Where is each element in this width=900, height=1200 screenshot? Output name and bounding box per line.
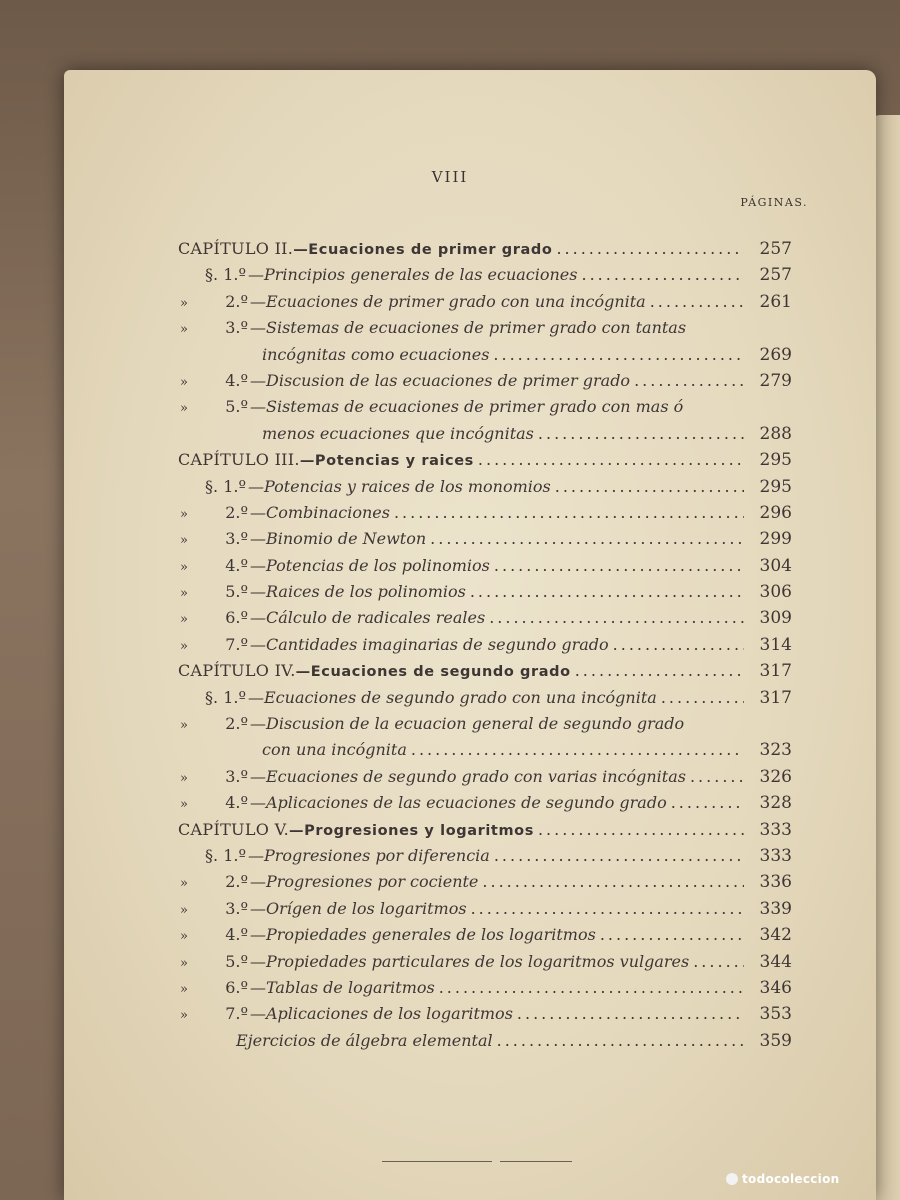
section-title: —Discusion de la ecuacion general de segundo grado bbox=[250, 714, 685, 734]
entry-title: Ejercicios de álgebra elemental bbox=[236, 1030, 493, 1050]
toc-section-line bbox=[178, 790, 792, 816]
ditto-mark: » bbox=[180, 506, 188, 522]
section-title: —Orígen de los logaritmos bbox=[250, 898, 467, 918]
ditto-mark: » bbox=[180, 533, 188, 549]
ditto-mark: » bbox=[180, 586, 188, 602]
section-title: —Raices de los polinomios bbox=[250, 582, 466, 602]
end-rule-right bbox=[500, 1161, 572, 1162]
toc-section-line bbox=[178, 632, 792, 658]
entry-title: con una incógnita bbox=[262, 740, 407, 760]
leader-dots bbox=[517, 1001, 744, 1027]
leader-dots bbox=[661, 685, 744, 711]
chapter-label: CAPÍTULO IV. bbox=[178, 661, 296, 681]
section-number: 5.º bbox=[225, 397, 248, 417]
section-number: 7.º bbox=[225, 1004, 248, 1024]
ditto-mark: » bbox=[180, 612, 188, 628]
section-title: —Progresiones por cociente bbox=[250, 872, 479, 892]
section-title: —Progresiones por diferencia bbox=[248, 845, 490, 865]
toc-section-line bbox=[178, 289, 792, 315]
section-title: —Potencias de los polinomios bbox=[250, 555, 490, 575]
leader-dots bbox=[394, 500, 744, 526]
leader-dots bbox=[470, 579, 744, 605]
leader-dots bbox=[555, 474, 744, 500]
leader-dots bbox=[613, 632, 744, 658]
watermark-logo-icon bbox=[726, 1173, 738, 1185]
section-number: 4.º bbox=[225, 793, 248, 813]
leader-dots bbox=[538, 817, 744, 843]
leader-dots bbox=[494, 553, 744, 579]
section-number: 5.º bbox=[225, 951, 248, 971]
section-title: —Tablas de logaritmos bbox=[250, 977, 435, 997]
ditto-mark: » bbox=[180, 1008, 188, 1024]
ditto-mark: » bbox=[180, 638, 188, 654]
ditto-mark: » bbox=[180, 876, 188, 892]
section-number: 2.º bbox=[225, 291, 248, 311]
page-number: 299 bbox=[759, 529, 792, 550]
section-number: 3.º bbox=[225, 766, 248, 786]
section-number: 6.º bbox=[225, 608, 248, 628]
leader-dots bbox=[493, 342, 744, 368]
ditto-mark: » bbox=[180, 797, 188, 813]
section-number: §. 1.º bbox=[205, 265, 246, 285]
section-title: —Sistemas de ecuaciones de primer grado con tantas bbox=[250, 318, 687, 338]
chapter-label: CAPÍTULO III. bbox=[178, 450, 300, 470]
leader-dots bbox=[690, 764, 744, 790]
section-title: —Aplicaciones de los logaritmos bbox=[250, 1004, 513, 1024]
leader-dots bbox=[497, 1028, 744, 1054]
ditto-mark: » bbox=[180, 929, 188, 945]
section-number: 3.º bbox=[225, 318, 248, 338]
section-number: 2.º bbox=[225, 872, 248, 892]
page-number: 317 bbox=[759, 661, 792, 682]
page-number: 326 bbox=[759, 766, 792, 787]
ditto-mark: » bbox=[180, 374, 188, 390]
table-of-contents bbox=[178, 236, 792, 1054]
ditto-mark: » bbox=[180, 295, 188, 311]
entry-title: incógnitas como ecuaciones bbox=[262, 344, 490, 364]
section-title: —Aplicaciones de las ecuaciones de segundo grado bbox=[250, 793, 667, 813]
section-title: —Sistemas de ecuaciones de primer grado con mas ó bbox=[250, 397, 684, 417]
toc-continuation-line bbox=[178, 342, 792, 368]
ditto-mark: » bbox=[180, 770, 188, 786]
page-number: 342 bbox=[759, 925, 792, 946]
page-number: 333 bbox=[759, 819, 792, 840]
chapter-title: —Ecuaciones de segundo grado bbox=[295, 664, 571, 681]
section-title: —Ecuaciones de segundo grado con varias incógnitas bbox=[250, 766, 686, 786]
section-title: —Discusion de las ecuaciones de primer grado bbox=[250, 370, 631, 390]
leader-dots bbox=[411, 737, 744, 763]
toc-section-line bbox=[178, 1001, 792, 1027]
toc-section-line bbox=[178, 949, 792, 975]
toc-section-line bbox=[178, 843, 792, 869]
section-title: —Propiedades particulares de los logaritmos vulgares bbox=[250, 951, 690, 971]
leader-dots bbox=[538, 421, 744, 447]
section-title: —Binomio de Newton bbox=[250, 529, 427, 549]
page-number: 323 bbox=[759, 740, 792, 761]
toc-chapter-line bbox=[178, 658, 792, 684]
toc-section-line bbox=[178, 500, 792, 526]
toc-section-line bbox=[178, 685, 792, 711]
section-number: 2.º bbox=[225, 714, 248, 734]
ditto-mark: » bbox=[180, 559, 188, 575]
section-title: —Cálculo de radicales reales bbox=[250, 608, 486, 628]
toc-continuation-line bbox=[178, 1028, 792, 1054]
page-number: 339 bbox=[759, 898, 792, 919]
section-title: —Principios generales de las ecuaciones bbox=[248, 265, 578, 285]
section-number: §. 1.º bbox=[205, 476, 246, 496]
ditto-mark: » bbox=[180, 902, 188, 918]
pages-column-header: PÁGINAS. bbox=[740, 196, 808, 209]
section-number: 3.º bbox=[225, 529, 248, 549]
page-number: 353 bbox=[759, 1004, 792, 1025]
ditto-mark: » bbox=[180, 401, 188, 417]
toc-section-line bbox=[178, 764, 792, 790]
leader-dots bbox=[634, 368, 744, 394]
toc-section-line bbox=[178, 474, 792, 500]
toc-continuation-line bbox=[178, 421, 792, 447]
page-number: 279 bbox=[759, 370, 792, 391]
toc-section-line bbox=[178, 869, 792, 895]
toc-section-line bbox=[178, 975, 792, 1001]
watermark-text: todocoleccion bbox=[742, 1172, 840, 1186]
ditto-mark: » bbox=[180, 981, 188, 997]
end-rule-left bbox=[382, 1161, 492, 1162]
section-number: 6.º bbox=[225, 977, 248, 997]
toc-section-line bbox=[178, 711, 792, 737]
toc-chapter-line bbox=[178, 447, 792, 473]
section-number: 3.º bbox=[225, 898, 248, 918]
leader-dots bbox=[671, 790, 744, 816]
section-title: —Cantidades imaginarias de segundo grado bbox=[250, 634, 609, 654]
toc-section-line bbox=[178, 394, 792, 420]
toc-section-line bbox=[178, 315, 792, 341]
page-number: 314 bbox=[759, 634, 792, 655]
leader-dots bbox=[430, 526, 744, 552]
leader-dots bbox=[489, 605, 744, 631]
leader-dots bbox=[439, 975, 744, 1001]
page-number: 257 bbox=[759, 265, 792, 286]
page-number: 333 bbox=[759, 845, 792, 866]
page-number: 296 bbox=[759, 502, 792, 523]
ditto-mark: » bbox=[180, 955, 188, 971]
leader-dots bbox=[693, 949, 744, 975]
chapter-label: CAPÍTULO II. bbox=[178, 239, 294, 258]
toc-section-line bbox=[178, 262, 792, 288]
page-number: 336 bbox=[759, 872, 792, 893]
section-title: —Propiedades generales de los logaritmos bbox=[250, 925, 596, 945]
page-number: 344 bbox=[759, 951, 792, 972]
page-number: 309 bbox=[759, 608, 792, 629]
folio-number: VIII bbox=[431, 168, 469, 186]
leader-dots bbox=[556, 236, 744, 262]
section-title: —Combinaciones bbox=[250, 502, 390, 522]
section-number: 5.º bbox=[225, 582, 248, 602]
page-number: 257 bbox=[759, 239, 792, 259]
section-number: 4.º bbox=[225, 370, 248, 390]
toc-section-line bbox=[178, 605, 792, 631]
page-number: 288 bbox=[759, 423, 792, 444]
leader-dots bbox=[575, 658, 744, 684]
section-number: 7.º bbox=[225, 634, 248, 654]
leader-dots bbox=[494, 843, 744, 869]
section-title: —Potencias y raices de los monomios bbox=[248, 476, 551, 496]
section-number: §. 1.º bbox=[205, 687, 246, 707]
ditto-mark: » bbox=[180, 718, 188, 734]
leader-dots bbox=[650, 289, 744, 315]
page-number: 359 bbox=[759, 1030, 792, 1051]
toc-chapter-line bbox=[178, 236, 792, 262]
section-title: —Ecuaciones de primer grado con una incógnita bbox=[250, 291, 646, 311]
toc-section-line bbox=[178, 896, 792, 922]
toc-section-line bbox=[178, 553, 792, 579]
page-number: 269 bbox=[759, 344, 792, 365]
section-number: 4.º bbox=[225, 925, 248, 945]
page-number: 306 bbox=[759, 582, 792, 603]
toc-section-line bbox=[178, 368, 792, 394]
leader-dots bbox=[581, 262, 744, 288]
page-number: 261 bbox=[759, 291, 792, 312]
ditto-mark: » bbox=[180, 322, 188, 338]
toc-section-line bbox=[178, 922, 792, 948]
page-number: 328 bbox=[759, 793, 792, 814]
leader-dots bbox=[600, 922, 744, 948]
leader-dots bbox=[482, 869, 744, 895]
toc-section-line bbox=[178, 526, 792, 552]
toc-chapter-line bbox=[178, 817, 792, 843]
section-number: 2.º bbox=[225, 502, 248, 522]
section-number: 4.º bbox=[225, 555, 248, 575]
page-number: 346 bbox=[759, 977, 792, 998]
chapter-title: —Potencias y raices bbox=[299, 453, 474, 470]
toc-section-line bbox=[178, 579, 792, 605]
leader-dots bbox=[478, 447, 744, 473]
page-number: 295 bbox=[759, 476, 792, 497]
page-number: 317 bbox=[759, 687, 792, 708]
chapter-title: —Progresiones y logaritmos bbox=[289, 822, 534, 839]
page-number: 295 bbox=[759, 450, 792, 471]
section-title: —Ecuaciones de segundo grado con una incógnita bbox=[248, 687, 657, 707]
leader-dots bbox=[471, 896, 744, 922]
page-number: 304 bbox=[759, 555, 792, 576]
chapter-title: —Ecuaciones de primer grado bbox=[293, 242, 553, 258]
toc-continuation-line bbox=[178, 737, 792, 763]
entry-title: menos ecuaciones que incógnitas bbox=[262, 423, 534, 443]
section-number: §. 1.º bbox=[205, 845, 246, 865]
chapter-label: CAPÍTULO V. bbox=[178, 819, 290, 839]
